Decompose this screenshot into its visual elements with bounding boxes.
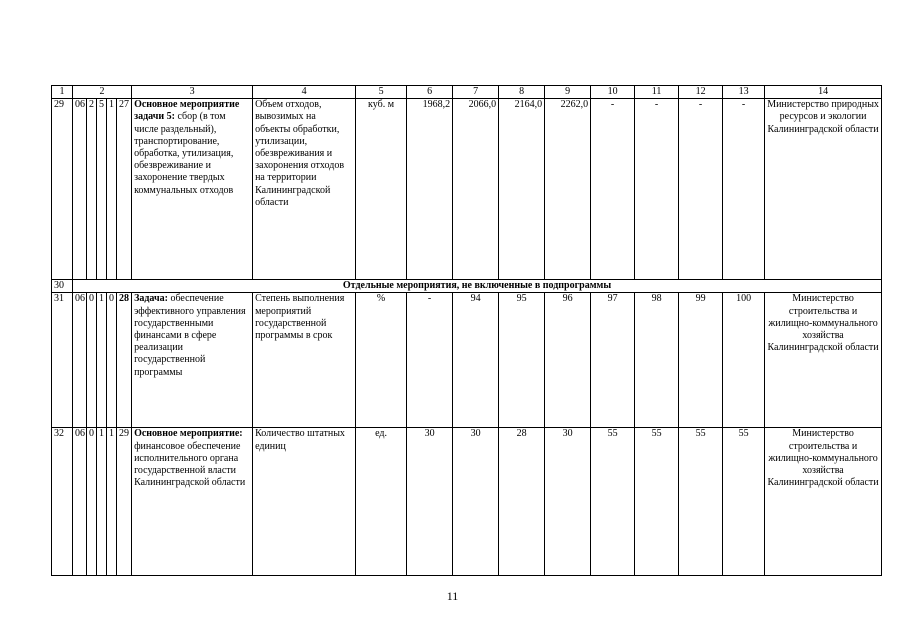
- row-number: 29: [52, 99, 73, 280]
- indicator-name: Количество штатных единиц: [253, 428, 356, 576]
- page-number: 11: [446, 589, 459, 603]
- header-cell: 11: [635, 86, 679, 99]
- header-cell: 9: [545, 86, 591, 99]
- value-cell: 55: [635, 428, 679, 576]
- value-cell: 55: [591, 428, 635, 576]
- value-cell: 97: [591, 293, 635, 428]
- value-cell: 30: [407, 428, 453, 576]
- header-cell: 7: [453, 86, 499, 99]
- value-cell: 2164,0: [499, 99, 545, 280]
- value-cell: -: [723, 99, 765, 280]
- indicator-name: Степень выполнения мероприятий государственной программы в срок: [253, 293, 356, 428]
- code-cell: 5: [97, 99, 107, 280]
- code-cell: 2: [87, 99, 97, 280]
- header-cell: 5: [356, 86, 407, 99]
- table-row: [52, 428, 882, 576]
- value-cell: -: [679, 99, 723, 280]
- table-row: [52, 99, 882, 280]
- value-cell: 30: [545, 428, 591, 576]
- code-cell: 1: [107, 428, 117, 576]
- code-cell: 0: [87, 293, 97, 428]
- unit-cell: куб. м: [356, 99, 407, 280]
- section-row: [52, 280, 882, 293]
- header-cell: 14: [765, 86, 882, 99]
- code-cell: 0: [107, 293, 117, 428]
- code-cell: 06: [73, 428, 87, 576]
- code-cell: 1: [107, 99, 117, 280]
- header-cell: 2: [73, 86, 132, 99]
- activity-name-text: финансовое обеспечение исполнительного органа государственной власти Калининградской области: [134, 440, 246, 489]
- section-title: Отдельные мероприятия, не включенные в подпрограммы: [73, 280, 882, 293]
- value-cell: 30: [453, 428, 499, 576]
- code-cell: 1: [97, 428, 107, 576]
- responsible-cell: Министерство природных ресурсов и экологии Калининградской области: [765, 99, 882, 280]
- code-cell: 0: [87, 428, 97, 576]
- header-cell: 8: [499, 86, 545, 99]
- header-cell: 4: [253, 86, 356, 99]
- code-cell: 1: [97, 293, 107, 428]
- row-number: 30: [52, 280, 73, 293]
- row-number: 31: [52, 293, 73, 428]
- value-cell: 94: [453, 293, 499, 428]
- value-cell: 55: [723, 428, 765, 576]
- code-cell: 29: [117, 428, 132, 576]
- code-cell: 28: [117, 293, 132, 428]
- code-cell: 27: [117, 99, 132, 280]
- column-number-row: [52, 86, 882, 99]
- activity-name-text: обеспечение эффективного управления государственными финансами в сфере реализации государственной программы: [134, 293, 246, 378]
- code-cell: 06: [73, 293, 87, 428]
- unit-cell: %: [356, 293, 407, 428]
- activity-name-bold: Основное мероприятие задачи 5:: [134, 99, 240, 123]
- responsible-cell: Министерство строительства и жилищно-коммунального хозяйства Калининградской области: [765, 293, 882, 428]
- activity-name: [132, 428, 253, 576]
- value-cell: 99: [679, 293, 723, 428]
- activity-name: [132, 99, 253, 280]
- activity-name-bold: Основное мероприятие:: [134, 428, 243, 440]
- program-indicators-table: [51, 85, 882, 576]
- row-number: 32: [52, 428, 73, 576]
- responsible-cell: Министерство строительства и жилищно-коммунального хозяйства Калининградской области: [765, 428, 882, 576]
- value-cell: 96: [545, 293, 591, 428]
- value-cell: 55: [679, 428, 723, 576]
- value-cell: 95: [499, 293, 545, 428]
- header-cell: 12: [679, 86, 723, 99]
- header-cell: 13: [723, 86, 765, 99]
- indicator-name: Объем отходов, вывозимых на объекты обработки, утилизации, обезвреживания и захоронения отходов на территории Калининградской области: [253, 99, 356, 280]
- activity-name-text: сбор (в том числе раздельный), транспортирование, обработка, утилизация, обезвреживание и захоронение твердых коммунальных отходов: [134, 111, 234, 196]
- value-cell: -: [407, 293, 453, 428]
- activity-name: [132, 293, 253, 428]
- table-row: [52, 293, 882, 428]
- value-cell: -: [591, 99, 635, 280]
- header-cell: 10: [591, 86, 635, 99]
- value-cell: 2262,0: [545, 99, 591, 280]
- code-cell: 06: [73, 99, 87, 280]
- value-cell: 28: [499, 428, 545, 576]
- value-cell: 98: [635, 293, 679, 428]
- unit-cell: ед.: [356, 428, 407, 576]
- header-cell: 6: [407, 86, 453, 99]
- value-cell: 100: [723, 293, 765, 428]
- activity-name-bold: Задача:: [134, 293, 168, 305]
- value-cell: -: [635, 99, 679, 280]
- value-cell: 1968,2: [407, 99, 453, 280]
- header-cell: 1: [52, 86, 73, 99]
- value-cell: 2066,0: [453, 99, 499, 280]
- header-cell: 3: [132, 86, 253, 99]
